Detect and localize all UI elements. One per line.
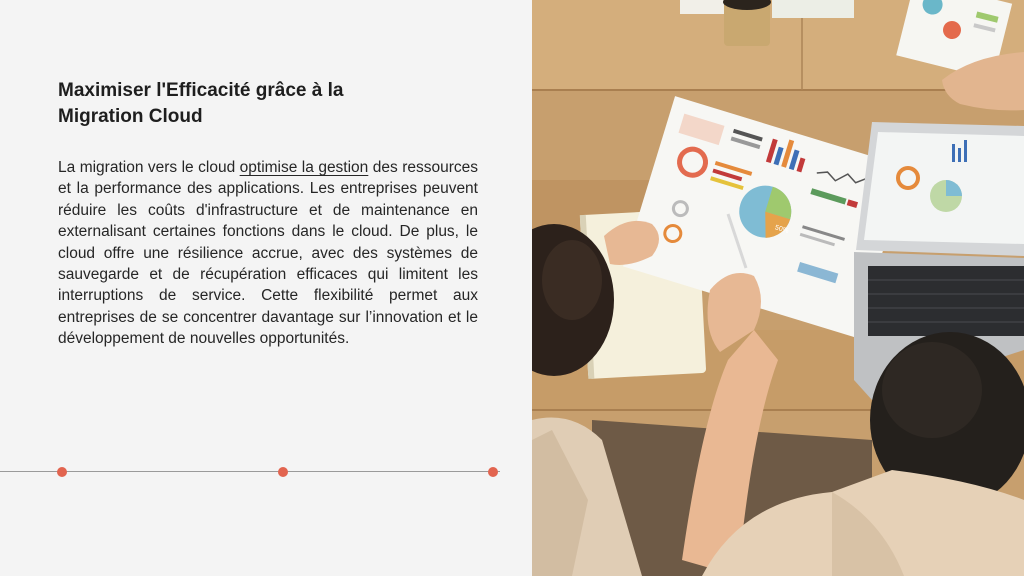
office-photo xyxy=(532,0,1024,576)
title-line-1: Maximiser l'Efficacité grâce à la xyxy=(58,80,344,101)
timeline-line xyxy=(0,471,500,472)
optimise-link[interactable]: optimise la gestion xyxy=(239,159,369,176)
body-text-start: La migration vers le cloud xyxy=(58,159,240,176)
photo-illustration xyxy=(532,0,1024,576)
body-paragraph xyxy=(58,157,478,350)
body-text-end: des ressources et la performance des applications. Les entreprises peuvent réduire les coûts d'infrastructure et de maintenance en externalisant certaines fonctions dans le cloud. De plus, le cloud offre une résilience accrue, avec des systèmes de sauvegarde et de récupération efficaces qui limitent les interruptions de service. Cette flexibilité permet aux entreprises de se concentrer davantage sur l’innovation et le développement de nouvelles opportunités. xyxy=(58,159,479,348)
slide-title xyxy=(58,78,478,130)
title-line-2: Migration Cloud xyxy=(58,106,203,127)
timeline-dot-3 xyxy=(488,467,498,477)
timeline-dot-1 xyxy=(57,467,67,477)
timeline-dot-2 xyxy=(278,467,288,477)
chart-percent-label: 50% xyxy=(773,224,790,236)
